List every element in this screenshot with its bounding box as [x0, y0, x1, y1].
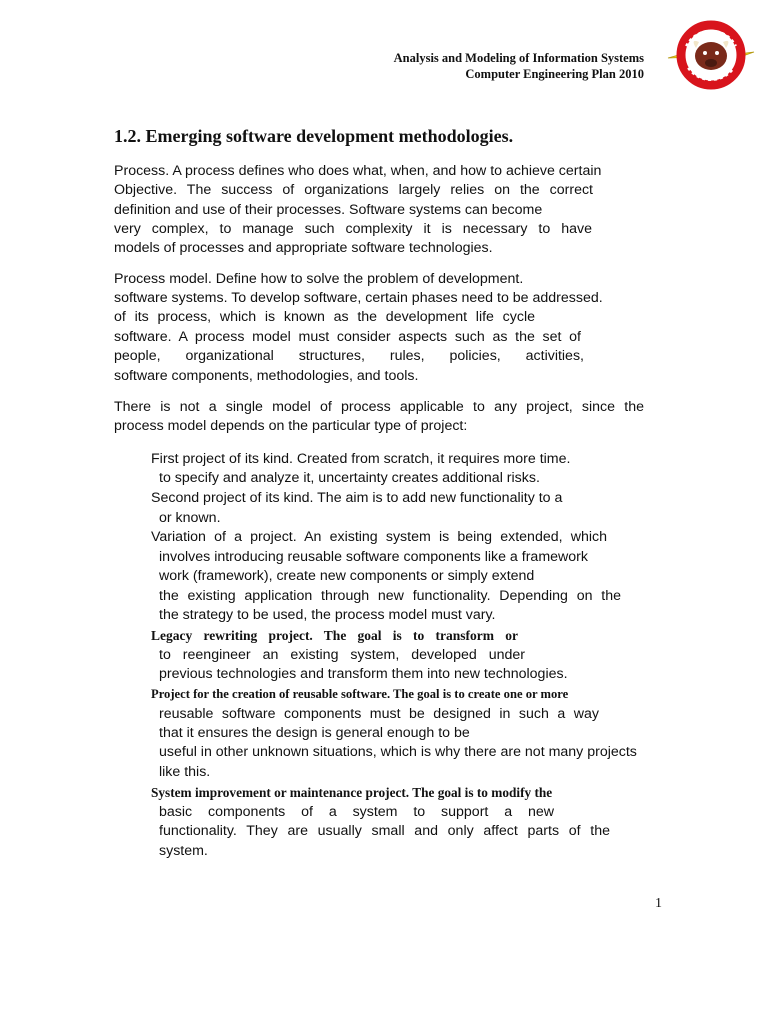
text-line: System improvement or maintenance project. The goal is to modify the — [151, 785, 553, 800]
text-line: to specify and analyze it, uncertainty creates additional risks. — [159, 470, 540, 486]
document-header — [394, 50, 644, 82]
text-line: software. A process model must consider aspects such as the set of — [114, 329, 581, 345]
text-line: Legacy rewriting project. The goal is to transform or — [151, 628, 518, 643]
header-course-title: Analysis and Modeling of Information Systems — [393, 51, 644, 65]
text-line: Variation of a project. An existing system is being extended, which — [151, 529, 607, 545]
text-line: system. — [159, 843, 208, 859]
text-line: involves introducing reusable software components like a framework — [159, 549, 588, 565]
text-line: definition and use of their processes. Software systems can become — [114, 202, 543, 218]
text-line: Process model. Define how to solve the problem of development. — [114, 271, 524, 287]
bison-emblem-icon — [666, 16, 756, 94]
header-plan: Computer Engineering Plan 2010 — [465, 67, 644, 81]
text-line: Second project of its kind. The aim is to add new functionality to a — [151, 490, 563, 506]
text-line: basic components of a system to support a new — [159, 804, 554, 820]
text-line: software systems. To develop software, certain phases need to be addressed. — [114, 290, 603, 306]
text-line: reusable software components must be designed in such a way — [159, 706, 599, 722]
text-line: First project of its kind. Created from scratch, it requires more time. — [151, 451, 571, 467]
text-line: work (framework), create new components or simply extend — [159, 568, 535, 584]
text-line: Project for the creation of reusable software. The goal is to create one or more — [151, 687, 569, 701]
text-line: functionality. They are usually small and only affect parts of the — [159, 823, 610, 839]
text-line: process model depends on the particular type of project: — [114, 418, 468, 434]
text-line: to reengineer an existing system, developed under — [159, 647, 525, 663]
text-line: very complex, to manage such complexity it is necessary to have — [114, 221, 592, 237]
section-title: 1.2. Emerging software development methodologies. — [114, 126, 514, 146]
text-line: of its process, which is known as the development life cycle — [114, 309, 535, 325]
page-number: 1 — [655, 896, 662, 911]
text-line: software components, methodologies, and tools. — [114, 368, 419, 384]
text-line: There is not a single model of process applicable to any project, since the — [114, 399, 644, 415]
text-line: the existing application through new functionality. Depending on the — [159, 588, 621, 604]
text-line: people, organizational structures, rules, policies, activities, — [114, 348, 584, 364]
text-line: that it ensures the design is general enough to be — [159, 725, 470, 741]
text-line: like this. — [159, 764, 211, 780]
text-line: or known. — [159, 510, 221, 526]
text-line: Process. A process defines who does what, when, and how to achieve certain — [114, 163, 602, 179]
text-line: useful in other unknown situations, which is why there are not many projects — [159, 744, 637, 760]
text-line: models of processes and appropriate software technologies. — [114, 240, 493, 256]
text-line: the strategy to be used, the process model must vary. — [159, 607, 496, 623]
text-line: Objective. The success of organizations largely relies on the correct — [114, 182, 593, 198]
text-line: previous technologies and transform them into new technologies. — [159, 666, 568, 682]
